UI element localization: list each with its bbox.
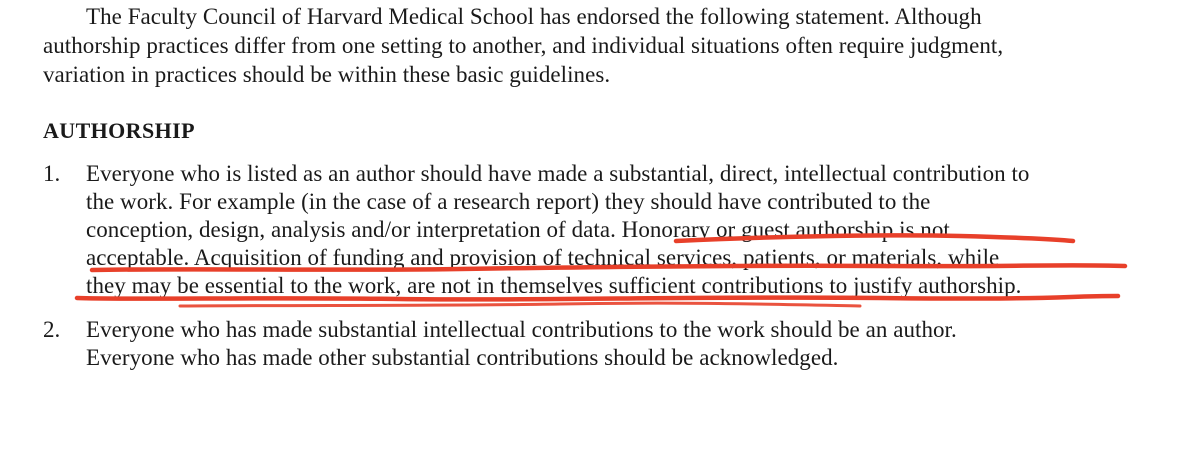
intro-line: variation in practices should be within these basic guidelines. [43,62,611,87]
list-item-number: 1. [43,161,61,186]
list-item-line: Everyone who has made substantial intellectual contributions to the work should be an author. [86,317,957,342]
list-item-number: 2. [43,317,61,342]
list-item-line: Everyone who has made other substantial contributions should be acknowledged. [86,345,839,370]
red-underline-stroke [180,303,860,306]
list-item-line: the work. For example (in the case of a research report) they should have contributed to the [86,189,931,214]
list-item-line: acceptable. Acquisition of funding and provision of technical services, patients, or materials, while [86,245,1000,270]
list-item-line: conception, design, analysis and/or interpretation of data. Honorary or guest authorship is not [86,217,950,242]
section-heading: AUTHORSHIP [43,118,195,143]
intro-line: The Faculty Council of Harvard Medical School has endorsed the following statement. Although [86,4,982,29]
list-item-line: they may be essential to the work, are not in themselves sufficient contributions to justify authorship. [86,273,1022,298]
list-item-line: Everyone who is listed as an author should have made a substantial, direct, intellectual contribution to [86,161,1030,186]
intro-line: authorship practices differ from one setting to another, and individual situations often require judgment, [43,33,1004,58]
